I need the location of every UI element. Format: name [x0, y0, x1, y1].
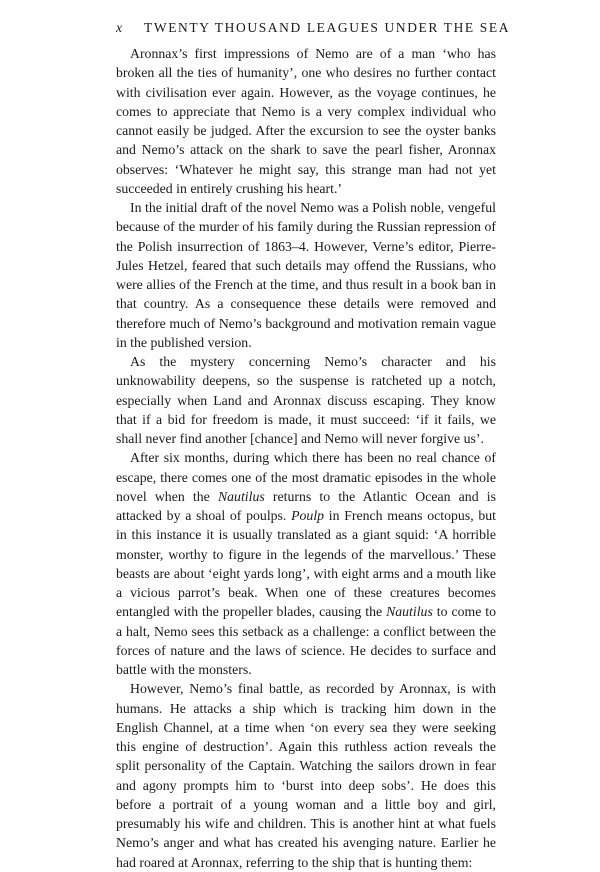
paragraph-5: [116, 679, 496, 872]
body-text: [116, 44, 496, 872]
text-run: Aronnax’s first impressions of Nemo are of a man ‘who has broken all the ties of humanity’, one who desires no further contact with civilisation ever again. However, as the voyage continues, he comes to appreciate that Nemo is a very complex individual who cannot easily be judged. After the excursion to see the oyster banks and Nemo’s attack on the shark to save the pearl fisher, Aronnax observes: ‘Whatever he might say, this strange man had not yet succeeded in entirely crushing his heart.’: [116, 46, 496, 196]
italic-text-run: Poulp: [291, 508, 325, 523]
text-run: in French means octopus, but in this instance it is usually translated as a giant squid: ‘A horrible monster, worthy to figure in the legends of the marvellous.’ These beasts are about ‘eight yards long’, with eight arms and a mouth like a vicious parrot’s beak. When one of these creatures becomes entangled with the propeller blades, causing the: [116, 508, 496, 620]
running-title: TWENTY THOUSAND LEAGUES UNDER THE SEA: [144, 20, 511, 35]
running-header: [116, 20, 516, 36]
text-run: to come to a halt, Nemo sees this setback as a challenge: a conflict between the forces of nature and the laws of science. He decides to surface and battle with the monsters.: [116, 604, 496, 677]
text-run: As the mystery concerning Nemo’s character and his unknowability deepens, so the suspense is ratcheted up a notch, especially when Land and Aronnax discuss escaping. They know that if a bid for freedom is made, it must succeed: ‘if it fails, we shall never find another [chance] and Nemo will never forgive us’.: [116, 354, 496, 446]
page-number: x: [116, 20, 122, 35]
italic-text-run: Nautilus: [217, 488, 265, 504]
paragraph-1: [116, 44, 496, 198]
text-run: However, Nemo’s final battle, as recorded by Aronnax, is with humans. He attacks a ship which is tracking him down in the English Channel, at a time when ‘on every sea they were seeking this engine of destruction’. Again this ruthless action reveals the split personality of the Captain. Watching the sailors drown in fear and agony prompts him to ‘burst into deep sobs’. He does this before a portrait of a young woman and a little boy and girl, presumably his wife and children. This is another hint at what fuels Nemo’s anger and what has created his avenging nature. Earlier he had roared at Aronnax, referring to the ship that is hunting them:: [116, 681, 496, 870]
paragraph-2: [116, 198, 496, 352]
italic-text-run: Nautilus: [386, 604, 433, 620]
paragraph-3: [116, 352, 496, 448]
text-run: returns to the Atlantic Ocean and is attacked by a shoal of poulps.: [116, 488, 496, 523]
paragraph-4: [116, 448, 496, 679]
text-run: In the initial draft of the novel Nemo was a Polish noble, vengeful because of the murder of his family during the Russian repression of the Polish insurrection of 1863–4. However, Verne’s editor, Pierre-Jules Hetzel, feared that such details may offend the Russians, who were allies of the French at the time, and thus result in a book ban in that country. As a consequence these details were removed and therefore much of Nemo’s background and motivation remain vague in the published version.: [116, 200, 496, 350]
text-run: After six months, during which there has been no real chance of escape, there comes one of the most dramatic episodes in the whole novel when the: [116, 450, 496, 504]
